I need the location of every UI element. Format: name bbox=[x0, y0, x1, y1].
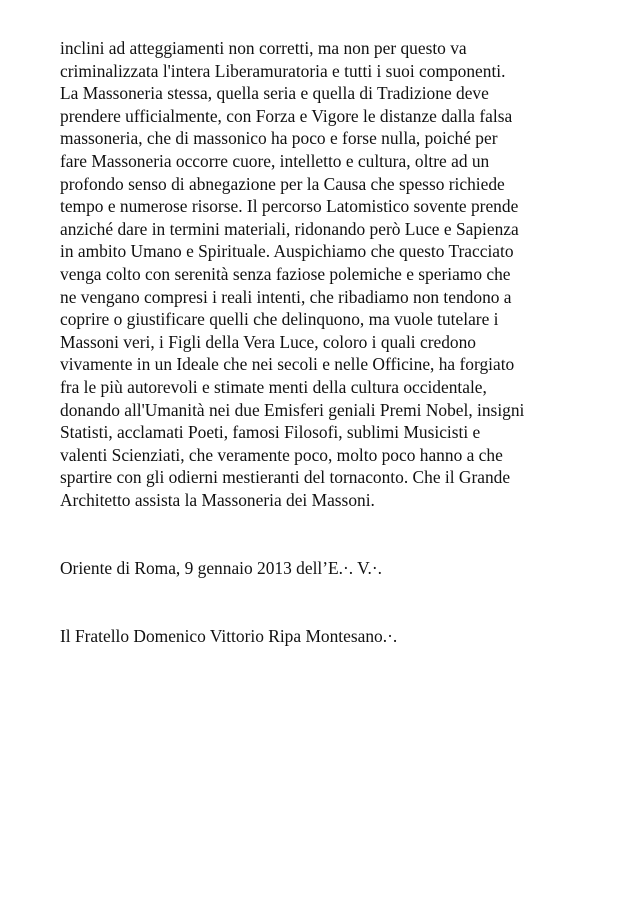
body-paragraph bbox=[60, 37, 600, 511]
body-line: inclini ad atteggiamenti non corretti, ma non per questo va bbox=[60, 38, 467, 58]
body-line: tempo e numerose risorse. Il percorso Latomistico sovente prende bbox=[60, 196, 519, 217]
body-line: donando all'Umanità nei due Emisferi geniali Premi Nobel, insigni bbox=[60, 399, 525, 420]
body-line: Statisti, acclamati Poeti, famosi Filosofi, sublimi Musicisti e bbox=[60, 422, 481, 443]
body-line: valenti Scienziati, che veramente poco, molto poco hanno a che bbox=[60, 444, 503, 465]
place-date-line: Oriente di Roma, 9 gennaio 2013 dell’E.·. V.·. bbox=[60, 558, 382, 578]
body-line: La Massoneria stessa, quella seria e quella di Tradizione deve bbox=[60, 83, 489, 104]
body-line: fra le più autorevoli e stimate menti della cultura occidentale, bbox=[60, 376, 487, 397]
body-line: prendere ufficialmente, con Forza e Vigore le distanze dalla falsa bbox=[60, 105, 513, 126]
body-line: fare Massoneria occorre cuore, intelletto e cultura, oltre ad un bbox=[60, 150, 490, 171]
body-line: Architetto assista la Massoneria dei Massoni. bbox=[60, 489, 375, 510]
body-line: coprire o giustificare quelli che delinquono, ma vuole tutelare i bbox=[60, 309, 499, 330]
body-line: criminalizzata l'intera Liberamuratoria e tutti i suoi componenti. bbox=[60, 60, 506, 81]
body-line: Massoni veri, i Figli della Vera Luce, coloro i quali credono bbox=[60, 331, 476, 352]
body-line: massoneria, che di massonico ha poco e forse nulla, poiché per bbox=[60, 128, 498, 149]
body-line: vivamente in un Ideale che nei secoli e nelle Officine, ha forgiato bbox=[60, 354, 515, 375]
body-line: venga colto con serenità senza faziose polemiche e speriamo che bbox=[60, 263, 511, 284]
signature-line: Il Fratello Domenico Vittorio Ripa Montesano.·. bbox=[60, 626, 398, 646]
body-line: ne vengano compresi i reali intenti, che ribadiamo non tendono a bbox=[60, 286, 512, 307]
body-line: in ambito Umano e Spirituale. Auspichiamo che questo Tracciato bbox=[60, 241, 514, 262]
body-line: anziché dare in termini materiali, ridonando però Luce e Sapienza bbox=[60, 218, 519, 239]
body-line: profondo senso di abnegazione per la Causa che spesso richiede bbox=[60, 173, 505, 194]
body-line: spartire con gli odierni mestieranti del tornaconto. Che il Grande bbox=[60, 467, 511, 488]
